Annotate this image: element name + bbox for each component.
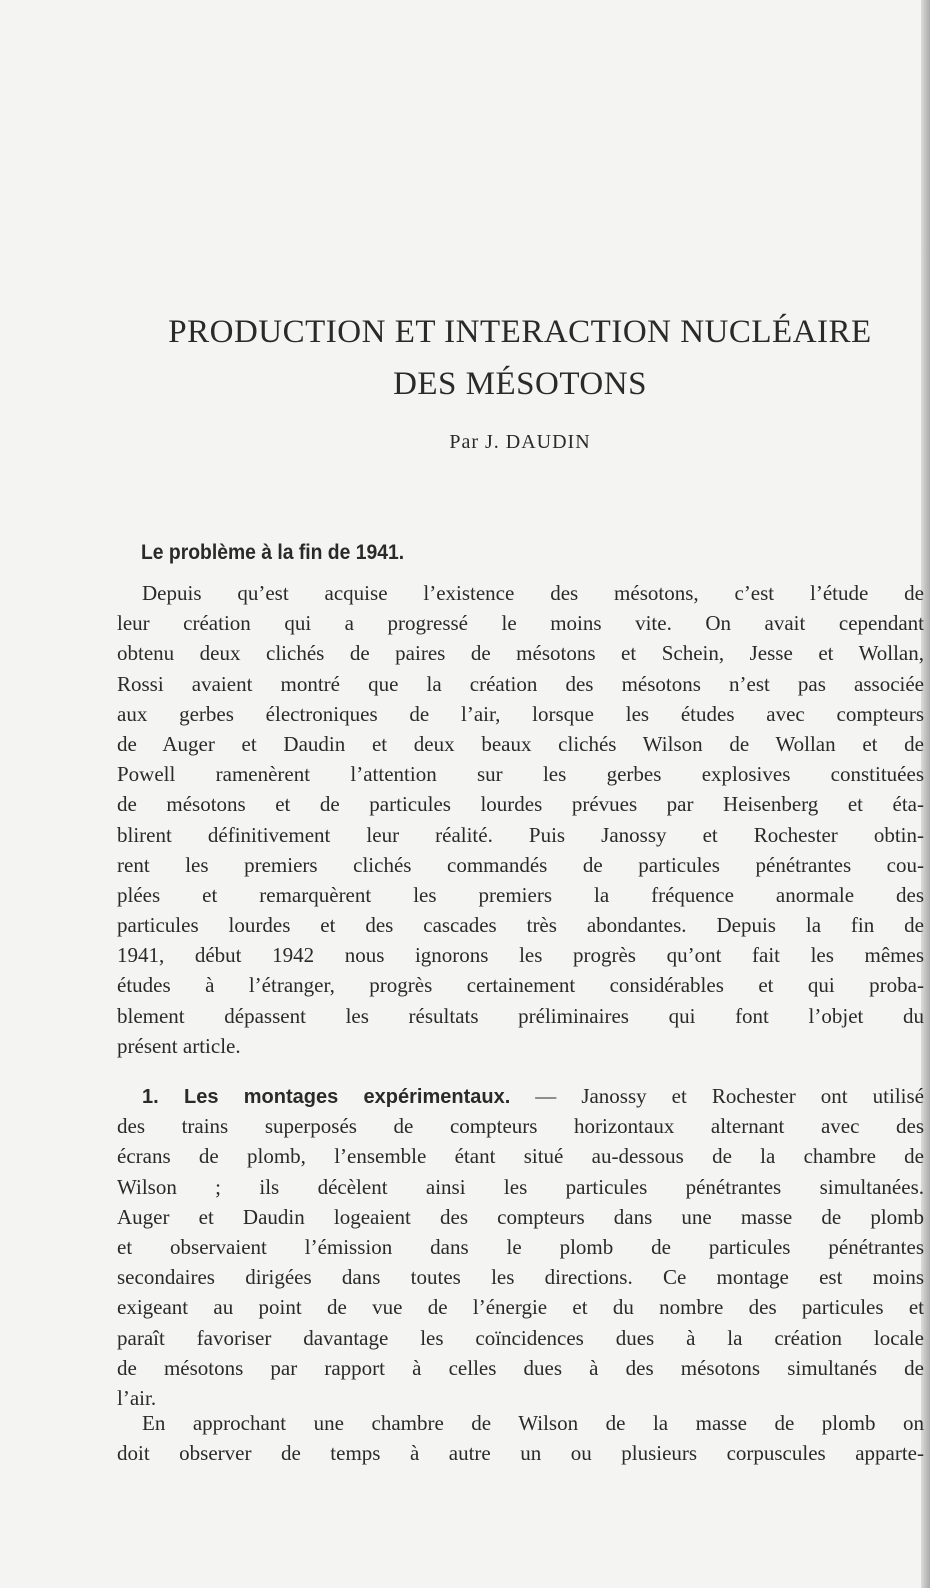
- paragraph-line: paraît favoriser davantage les coïncidences dues à la création locale: [117, 1325, 924, 1350]
- paragraph-line: écrans de plomb, l’ensemble étant situé au-dessous de la chambre de: [117, 1144, 924, 1169]
- paragraph-line: présent article.: [117, 1033, 241, 1058]
- paragraph-line: l’air.: [117, 1385, 157, 1410]
- paragraph-line: rent les premiers clichés commandés de particules pénétrantes cou-: [117, 852, 924, 877]
- paragraph-line: études à l’étranger, progrès certainement considérables et qui proba-: [117, 973, 924, 998]
- paragraph-line: Auger et Daudin logeaient des compteurs dans une masse de plomb: [117, 1204, 924, 1229]
- paragraph-line: Powell ramenèrent l’attention sur les gerbes explosives constituées: [117, 762, 924, 787]
- paragraph-line: de mésotons par rapport à celles dues à des mésotons simultanés de: [117, 1355, 924, 1380]
- paragraph-line: de Auger et Daudin et deux beaux clichés Wilson de Wollan et de: [117, 731, 924, 756]
- paragraph-wilson-chamber: [117, 1408, 924, 1468]
- paragraph-line: aux gerbes électroniques de l’air, lorsque les études avec compteurs: [117, 701, 924, 726]
- article-author: Par J. DAUDIN: [449, 431, 591, 453]
- paragraph-line: des trains superposés de compteurs horizontaux alternant avec des: [117, 1114, 924, 1139]
- paragraph-line: particules lourdes et des cascades très abondantes. Depuis la fin de: [117, 913, 924, 938]
- subsection-heading: 1. Les montages expérimentaux.: [142, 1086, 511, 1108]
- paragraph-line: Wilson ; ils décèlent ainsi les particules pénétrantes simultanées.: [117, 1174, 924, 1199]
- paragraph-line: Depuis qu’est acquise l’existence des mésotons, c’est l’étude de: [142, 581, 924, 605]
- section-heading: Le problème à la fin de 1941.: [141, 541, 405, 564]
- paragraph-line: exigeant au point de vue de l’énergie et du nombre des particules et: [117, 1295, 924, 1320]
- paragraph-line: obtenu deux clichés de paires de mésotons et Schein, Jesse et Wollan,: [117, 641, 924, 666]
- article-title-line-1: PRODUCTION ET INTERACTION NUCLÉAIRE: [168, 314, 872, 350]
- paragraph-line: 1941, début 1942 nous ignorons les progrès qu’ont fait les mêmes: [117, 943, 924, 968]
- paragraph-line: doit observer de temps à autre un ou plusieurs corpuscules apparte-: [117, 1441, 924, 1466]
- paragraph-line: leur création qui a progressé le moins vite. On avait cependant: [117, 611, 924, 636]
- paragraph-line-rest: — Janossy et Rochester ont utilisé: [510, 1084, 924, 1108]
- paragraph-line: et observaient l’émission dans le plomb de particules pénétrantes: [117, 1234, 924, 1259]
- paragraph-experimental-setups: [117, 1081, 924, 1413]
- paragraph-line: plées et remarquèrent les premiers la fréquence anormale des: [117, 882, 924, 907]
- paragraph-line: Rossi avaient montré que la création des mésotons n’est pas associée: [117, 671, 924, 696]
- paragraph-line: En approchant une chambre de Wilson de la masse de plomb on: [142, 1411, 924, 1435]
- paragraph-line: de mésotons et de particules lourdes prévues par Heisenberg et éta-: [117, 792, 924, 817]
- article-title-line-2: DES MÉSOTONS: [393, 366, 647, 402]
- paragraph-line: blirent définitivement leur réalité. Puis Janossy et Rochester obtin-: [117, 822, 924, 847]
- paragraph-line: secondaires dirigées dans toutes les directions. Ce montage est moins: [117, 1265, 924, 1290]
- paragraph-line: blement dépassent les résultats préliminaires qui font l’objet du: [117, 1003, 924, 1028]
- paragraph-intro: [117, 578, 924, 1061]
- paragraph-line: [117, 1081, 924, 1111]
